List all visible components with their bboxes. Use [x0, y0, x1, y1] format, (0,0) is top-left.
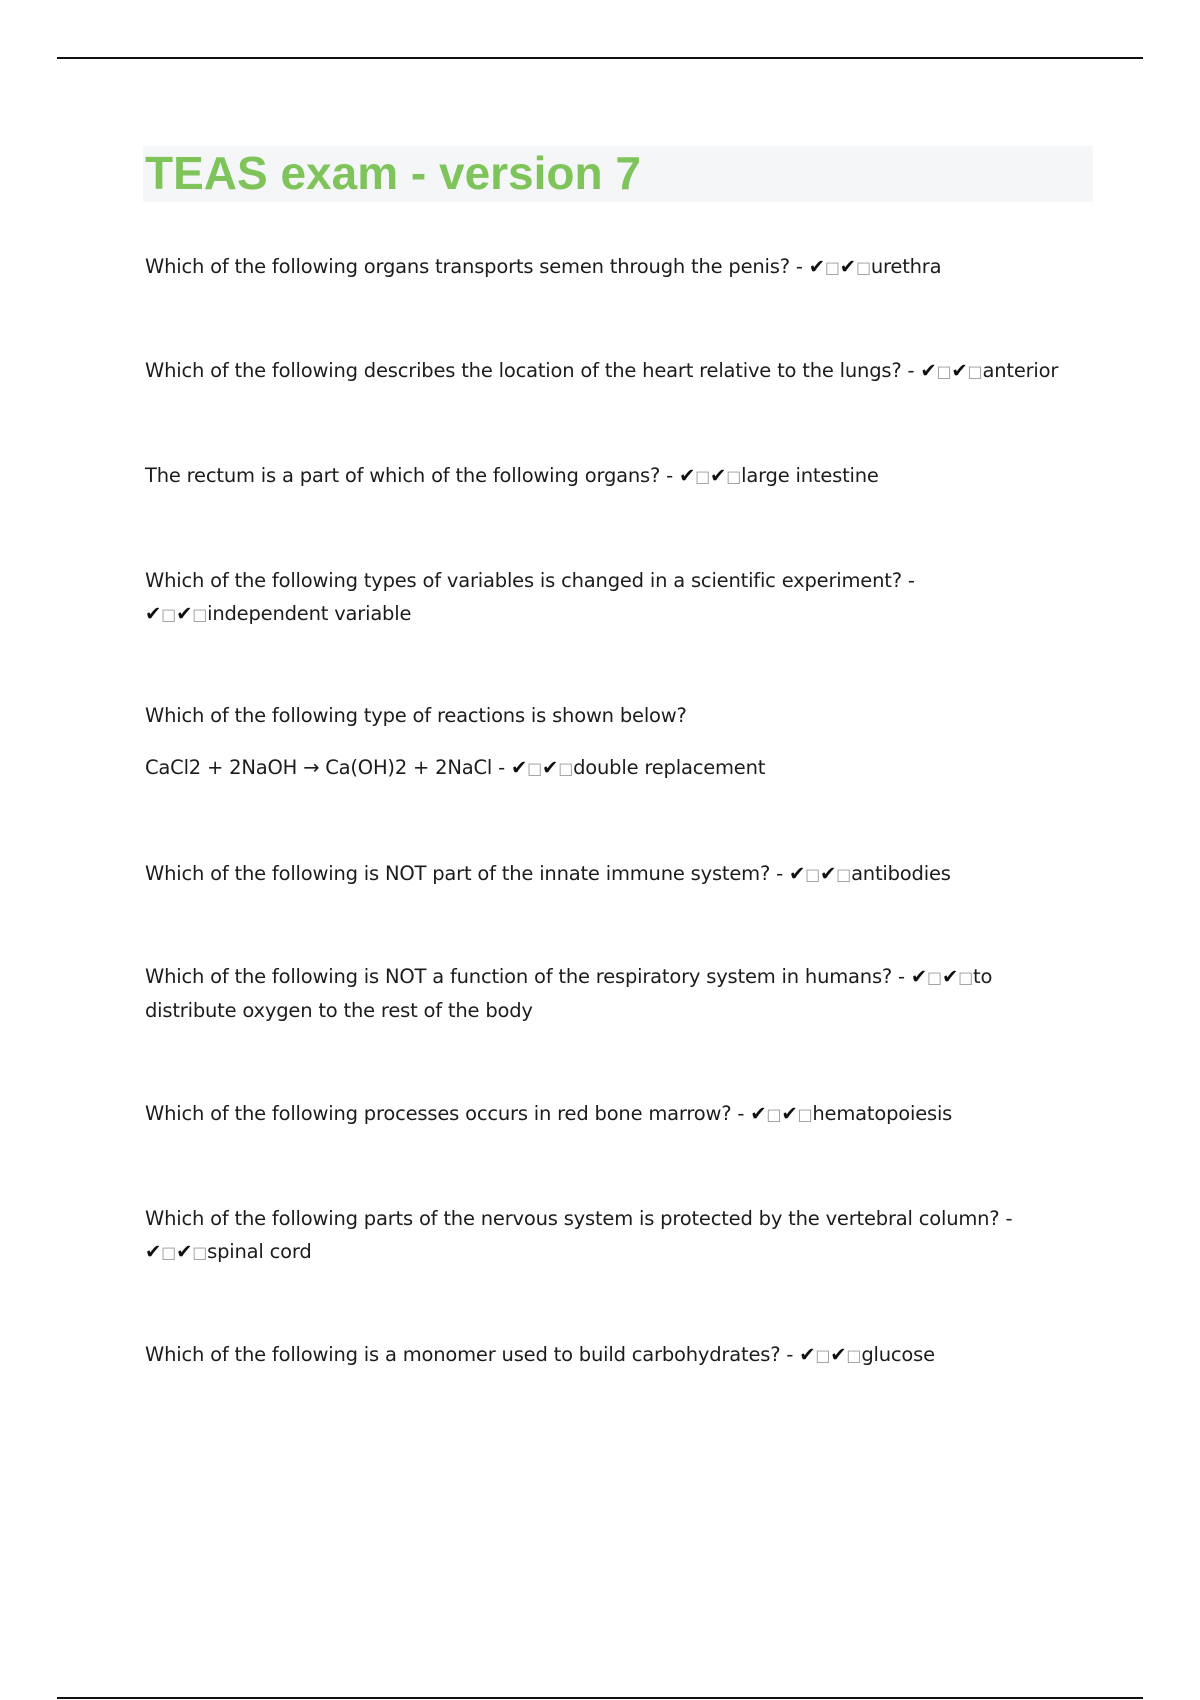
- check-icon: ✔: [839, 255, 856, 278]
- box-icon: □: [797, 1105, 813, 1124]
- document-title: TEAS exam - version 7: [145, 147, 641, 199]
- box-icon: □: [695, 467, 711, 486]
- box-icon: □: [161, 605, 177, 624]
- question-text: Which of the following parts of the nervous system is protected by the vertebral column? -: [145, 1207, 1013, 1230]
- qa-item-9: [145, 1202, 1075, 1269]
- box-icon: □: [805, 865, 820, 884]
- check-icon: ✔: [176, 1240, 193, 1263]
- answer-text: hematopoiesis: [812, 1102, 953, 1125]
- check-icon: ✔: [781, 1102, 798, 1125]
- check-icon: ✔: [820, 862, 837, 885]
- box-icon: □: [527, 759, 543, 778]
- box-icon: □: [766, 1105, 782, 1124]
- check-icon: ✔: [941, 965, 959, 988]
- question-text: Which of the following is a monomer used to build carbohydrates? -: [145, 1343, 800, 1366]
- box-icon: □: [967, 362, 983, 381]
- question-text: Which of the following describes the location of the heart relative to the lungs? -: [145, 359, 921, 382]
- qa-item-7: [145, 960, 1075, 1027]
- box-icon: □: [161, 1243, 177, 1262]
- check-icon: ✔: [808, 255, 825, 278]
- check-icon: ✔: [176, 602, 193, 625]
- check-icon: ✔: [799, 1343, 816, 1366]
- question-text: Which of the following processes occurs in red bone marrow? -: [145, 1102, 751, 1125]
- qa-item-4: [145, 564, 1075, 631]
- check-icon: ✔: [830, 1343, 847, 1366]
- question-text: Which of the following is NOT a function of the respiratory system in humans? -: [145, 965, 911, 988]
- question-text: Which of the following type of reactions is shown below?: [145, 704, 687, 727]
- qa-item-5: [145, 699, 1075, 785]
- box-icon: □: [815, 1346, 831, 1365]
- qa-item-2: [145, 354, 1075, 388]
- answer-text: anterior: [982, 359, 1059, 382]
- box-icon: □: [927, 968, 942, 987]
- answer-text: urethra: [870, 255, 942, 278]
- box-icon: □: [824, 258, 840, 277]
- check-icon: ✔: [920, 359, 937, 382]
- qa-item-6: [145, 857, 1075, 891]
- qa-item-8: [145, 1097, 1075, 1131]
- answer-text: large intestine: [741, 464, 879, 487]
- check-icon: ✔: [951, 359, 968, 382]
- check-icon: ✔: [788, 862, 806, 885]
- answer-text: spinal cord: [207, 1240, 312, 1263]
- box-icon: □: [558, 759, 574, 778]
- box-icon: □: [726, 467, 742, 486]
- bottom-rule: [57, 1697, 1143, 1699]
- box-icon: □: [855, 258, 871, 277]
- top-rule: [57, 57, 1143, 59]
- check-icon: ✔: [678, 464, 696, 487]
- box-icon: □: [192, 605, 208, 624]
- box-icon: □: [846, 1346, 862, 1365]
- qa-item-10: [145, 1338, 1075, 1372]
- answer-text: independent variable: [207, 602, 412, 625]
- box-icon: □: [836, 865, 852, 884]
- question-text: The rectum is a part of which of the following organs? -: [145, 464, 679, 487]
- check-icon: ✔: [542, 756, 559, 779]
- check-icon: ✔: [710, 464, 727, 487]
- answer-text: double replacement: [573, 756, 766, 779]
- answer-text: glucose: [861, 1343, 935, 1366]
- check-icon: ✔: [750, 1102, 767, 1125]
- box-icon: □: [958, 968, 974, 987]
- qa-item-3: [145, 459, 1075, 493]
- equation-text: CaCl2 + 2NaOH → Ca(OH)2 + 2NaCl -: [145, 756, 511, 779]
- check-icon: ✔: [910, 965, 928, 988]
- qa-item-1: [145, 250, 1075, 284]
- box-icon: □: [192, 1243, 208, 1262]
- question-text: Which of the following organs transports semen through the penis? -: [145, 255, 809, 278]
- question-text: Which of the following is NOT part of the innate immune system? -: [145, 862, 789, 885]
- answer-text: antibodies: [851, 862, 951, 885]
- check-icon: ✔: [510, 756, 528, 779]
- check-icon: ✔: [145, 1240, 162, 1263]
- question-text: Which of the following types of variables is changed in a scientific experiment? -: [145, 569, 915, 592]
- answer-text: to distribute oxygen to the rest of the body: [145, 965, 993, 1022]
- box-icon: □: [936, 362, 952, 381]
- check-icon: ✔: [145, 602, 162, 625]
